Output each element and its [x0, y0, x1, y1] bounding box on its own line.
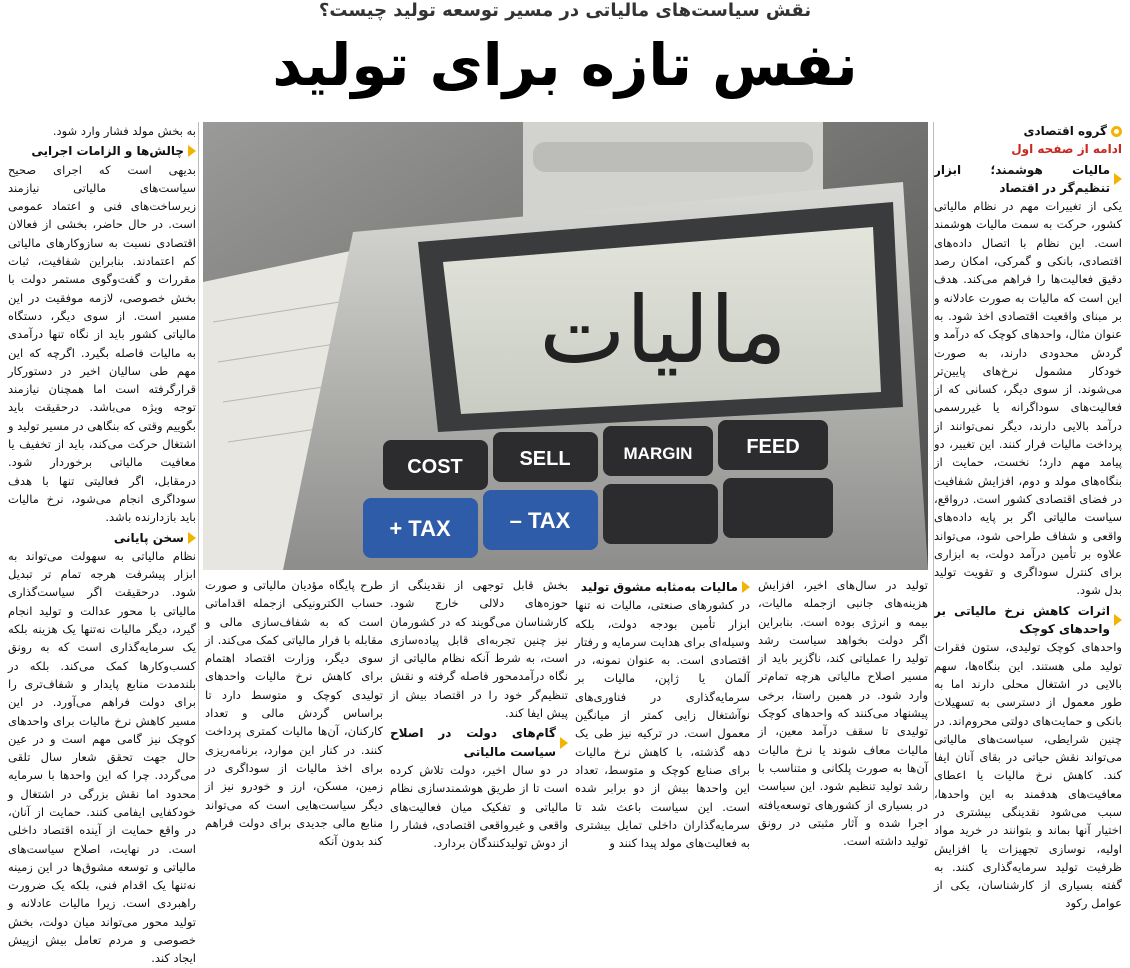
subhead-text: چالش‌ها و الزامات اجرایی: [31, 144, 184, 159]
triangle-bullet-icon: [1114, 614, 1122, 626]
headline: نفس تازه برای تولید: [272, 31, 858, 99]
key-tax-minus: TAX –: [509, 508, 571, 533]
byline-icon: [1111, 126, 1122, 137]
display-text: مالیات: [539, 277, 787, 384]
triangle-bullet-icon: [742, 581, 750, 593]
subhead-text: مالیات به‌مثابه مشوق تولید: [580, 580, 738, 594]
paragraph: واحدهای کوچک تولیدی، ستون فقرات تولید ملی هستند. این بنگاه‌ها، سهم بالایی در اشتغال محلی دارند اما به طور معمول از دسترسی به تسهیلات بانکی و حمایت‌های دولتی محروم‌اند. در چنین شرایطی، سیاست‌های مالیاتی می‌تواند نقش حیاتی در بقای آنان ایفا کند. کاهش نرخ مالیات یا اعطای معافیت‌های هدفمند به این واحدها، سبب می‌شود نقدینگی بیشتری در اختیار آنها بماند و بتوانند در خرید مواد اولیه، نوسازی تجهیزات یا افزایش ظرفیت تولید سرمایه‌گذاری کنند. به گفته بسیاری از کارشناسان، یکی از عوامل رکود: [934, 640, 1122, 911]
key-margin: MARGIN: [623, 444, 693, 463]
subhead-text: اثرات کاهش نرخ مالیاتی بر واحدهای کوچک: [934, 603, 1110, 637]
bottom-column-1: [758, 576, 928, 849]
continued-label: ادامه از صفحه اول: [1011, 142, 1122, 157]
calculator-photo: [203, 122, 928, 570]
subhead-smart-tax: [934, 161, 1122, 198]
key-sell: SELL: [519, 448, 571, 470]
subhead-small-units: [934, 602, 1122, 639]
column-divider: [198, 122, 199, 800]
triangle-bullet-icon: [188, 145, 196, 157]
calculator-illustration: [203, 122, 928, 570]
bottom-column-4: [205, 576, 383, 849]
paragraph: نظام مالیاتی به سهولت می‌تواند به ابزار پیشرفت هرجه تمام تر تبدیل شود. درحقیقت اگر سیاست‌گذاری مالیاتی با محور عدالت و تولید انجام گیرد، دیگر مالیات نه‌تنها یک هزینه بلکه یک سرمایه‌گذاری است که به رونق کسب‌وکارها کمک می‌کند. بلکه در بلندمدت منابع پایدار و شفاف‌تری را برای دولت فراهم می‌آورد. در این مسیر کاهش نرخ مالیات برای واحدهای کوچک نیز گامی مهم است و در عین حال جهت تحقق شعار سال تلقی می‌گردد. چرا که این واحدها با سرمایه محدود اما نقش بزرگی در اشتغال و خودکفایی ایفامی کنند. حمایت از آنان، در واقع حمایت از آینده اقتصاد داخلی است. در نهایت، اصلاح سیاست‌های مالیاتی و توسعه مشوق‌ها در این زمینه نه‌تنها یک اقدام فنی، بلکه یک ضرورت راهبردی است. زیرا مالیات عادلانه و تولید محور می‌تواند میان دولت، بخش خصوصی و مردم تعامل بیش ازپیش ایجاد کند.: [8, 548, 196, 966]
subhead-government-steps: [390, 724, 568, 761]
subhead-incentive: [575, 578, 750, 596]
kicker-title: نقش سیاست‌های مالیاتی در مسیر توسعه تولید چیست؟: [318, 0, 812, 21]
triangle-bullet-icon: [560, 737, 568, 749]
paragraph: بدیهی است که اجرای صحیح سیاست‌های مالیاتی نیازمند زیرساخت‌های فنی و اعتماد عمومی است. در حال حاضر، بخشی از فعالان اقتصادی نسبت به سازوکارهای مالیاتی کم اعتمادند. بنابراین شفافیت، ثبات مقررات و گفت‌وگوی مستمر دولت با بخش خصوصی، لازمه موفقیت در این مسیر است. از سوی دیگر، دستگاه مالیاتی کشور باید از نگاه تنها درآمدی به مالیات فاصله بگیرد. اگرچه که این مهم طی سالیان اخیر در دستورکار قرارگرفته است اما همچنان نیازمند توجه ویژه می‌باشد. درحقیقت باید بگوییم وقتی که بنگاهی در مسیر تولید و اشتغال حرکت می‌کند، باید از تخفیف یا معافیت مالیاتی برخوردار شود. درمقابل، اگر فعالیتی تنها با هدف سوداگری انجام می‌شود، نرخ مالیات باید بازدارنده باشد.: [8, 162, 196, 525]
key-tax-plus: TAX +: [389, 516, 451, 541]
paragraph: یکی از تغییرات مهم در نظام مالیاتی کشور، حرکت به سمت مالیات هوشمند است. این نظام با اتصال داده‌های اقتصادی، بانکی و گمرکی، امکان رصد دقیق فعالیت‌ها را فراهم می‌کند. هدف این است که مالیات به صورت عادلانه و بر مبنای واقعیت اقتصادی اخذ شود. به عنوان مثال، واحدهای کوچک که درآمد و گردش محدودی دارند، به صورت خودکار مشمول نرخ‌های پایین‌تر می‌شوند. از سوی دیگر، کسانی که از فعالیت‌های سوداگرانه یا غیررسمی درآمد بالایی دارند، دیگر نمی‌توانند از پرداخت مالیات فرار کنند. این تغییر، دو پیامد مهم دارد؛ نخست، حمایت از بنگاه‌های مولد و دوم، افزایش شفافیت در فضای اقتصادی کشور است. درواقع، سیاست مالیاتی اگر بر پایه داده‌های واقعی و شفاف طراحی شود، می‌تواند علاوه بر تأمین درآمد دولت، به ابزاری برای کنترل سوداگری و تقویت تولید بدل شود.: [934, 199, 1122, 598]
paragraph: طرح پایگاه مؤدیان مالیاتی و صورت حساب الکترونیکی ازجمله اقداماتی است که به شفاف‌سازی مالی و مقابله با فرار مالیاتی کمک می‌کند. از سوی دیگر، وزارت اقتصاد اهتمام برای کاهش نرخ مالیات واحدهای تولیدی کوچک و متوسط دارد تا براساس گردش مالی و تعداد کارکنان، آن‌ها مالیات کمتری پرداخت کنند. در کنار این موارد، برنامه‌ریزی برای اخذ مالیات از سوداگری در زمین، مسکن، ارز و خودرو نیز از دیگر سیاست‌هایی است که می‌تواند منابع مالی جدیدی برای دولت فراهم کند بدون آنکه: [205, 578, 383, 849]
subhead-text: گام‌های دولت در اصلاح سیاست مالیاتی: [390, 726, 556, 759]
triangle-bullet-icon: [1114, 173, 1122, 185]
subhead-challenges: [8, 142, 196, 160]
column-divider: [933, 122, 934, 800]
key-feed: FEED: [746, 436, 800, 458]
key-cost: COST: [407, 456, 463, 478]
paragraph: بخش قابل توجهی از نقدینگی از حوزه‌های دلالی خارج شود. کارشناسان می‌گویند که در کشورمان نیز چنین تجربه‌ای قابل پیاده‌سازی است، به شرط آنکه نظام مالیاتی از نگاه درآمدمحور فاصله گرفته و نقش تنظیم‌گر خود را در اقتصاد بیش از پیش ایفا کند.: [390, 578, 568, 721]
paragraph: به بخش مولد فشار وارد شود.: [52, 124, 196, 138]
left-column: [8, 122, 196, 966]
bottom-column-3: [390, 576, 568, 851]
triangle-bullet-icon: [188, 532, 196, 544]
subhead-final-word: [8, 529, 196, 547]
paragraph: تولید در سال‌های اخیر، افزایش هزینه‌های جانبی ازجمله مالیات، بیمه و انرژی بوده است. بنابراین اگر دولت بخواهد سیاست رشد تولید را عملیاتی کند، ناگزیر باید از مسیر اصلاح مالیاتی هرچه تمام‌تر وارد شود. در همین راستا، برخی پیشنهاد می‌کنند که واحدهای کوچک تولیدی تا سقف درآمد معین، از مالیات معاف شوند یا نرخ مالیات آن‌ها به صورت پلکانی و متناسب با رشد تولید تنظیم شود. این سیاست در بسیاری از کشورهای توسعه‌یافته اجرا شده و آثار مثبتی در رونق تولید داشته است.: [758, 578, 928, 849]
paragraph: در کشورهای صنعتی، مالیات نه تنها ابزار تأمین بودجه دولت، بلکه وسیله‌ای برای هدایت سرمایه و رفتار اقتصادی است. به عنوان نمونه، در آلمان یا ژاپن، مالیات بر سرمایه‌گذاری در فناوری‌های نوآشتغال زایی کمتر از میانگین معمول است. در ترکیه نیز طی یک دهه گذشته، با کاهش نرخ مالیات برای صنایع کوچک و متوسط، تعداد این واحدها بیش از دو برابر شده است. این سیاست باعث شد تا سرمایه‌گذاران داخلی تمایل بیشتری به فعالیت‌های مولد پیدا کنند و: [575, 598, 750, 851]
subhead-text: سخن پایانی: [113, 530, 184, 545]
right-column: [934, 122, 1122, 911]
byline: [934, 122, 1122, 140]
paragraph: در دو سال اخیر، دولت تلاش کرده است تا از طریق هوشمندسازی نظام مالیاتی و تفکیک میان فعالیت‌های واقعی و غیرواقعی اقتصادی، فشار را از دوش تولیدکنندگان بردارد.: [390, 762, 568, 851]
byline-text: گروه اقتصادی: [1023, 124, 1107, 138]
bottom-column-2: [575, 576, 750, 851]
subhead-text: مالیات هوشمند؛ ابزار تنظیم‌گر در اقتصاد: [934, 162, 1110, 195]
